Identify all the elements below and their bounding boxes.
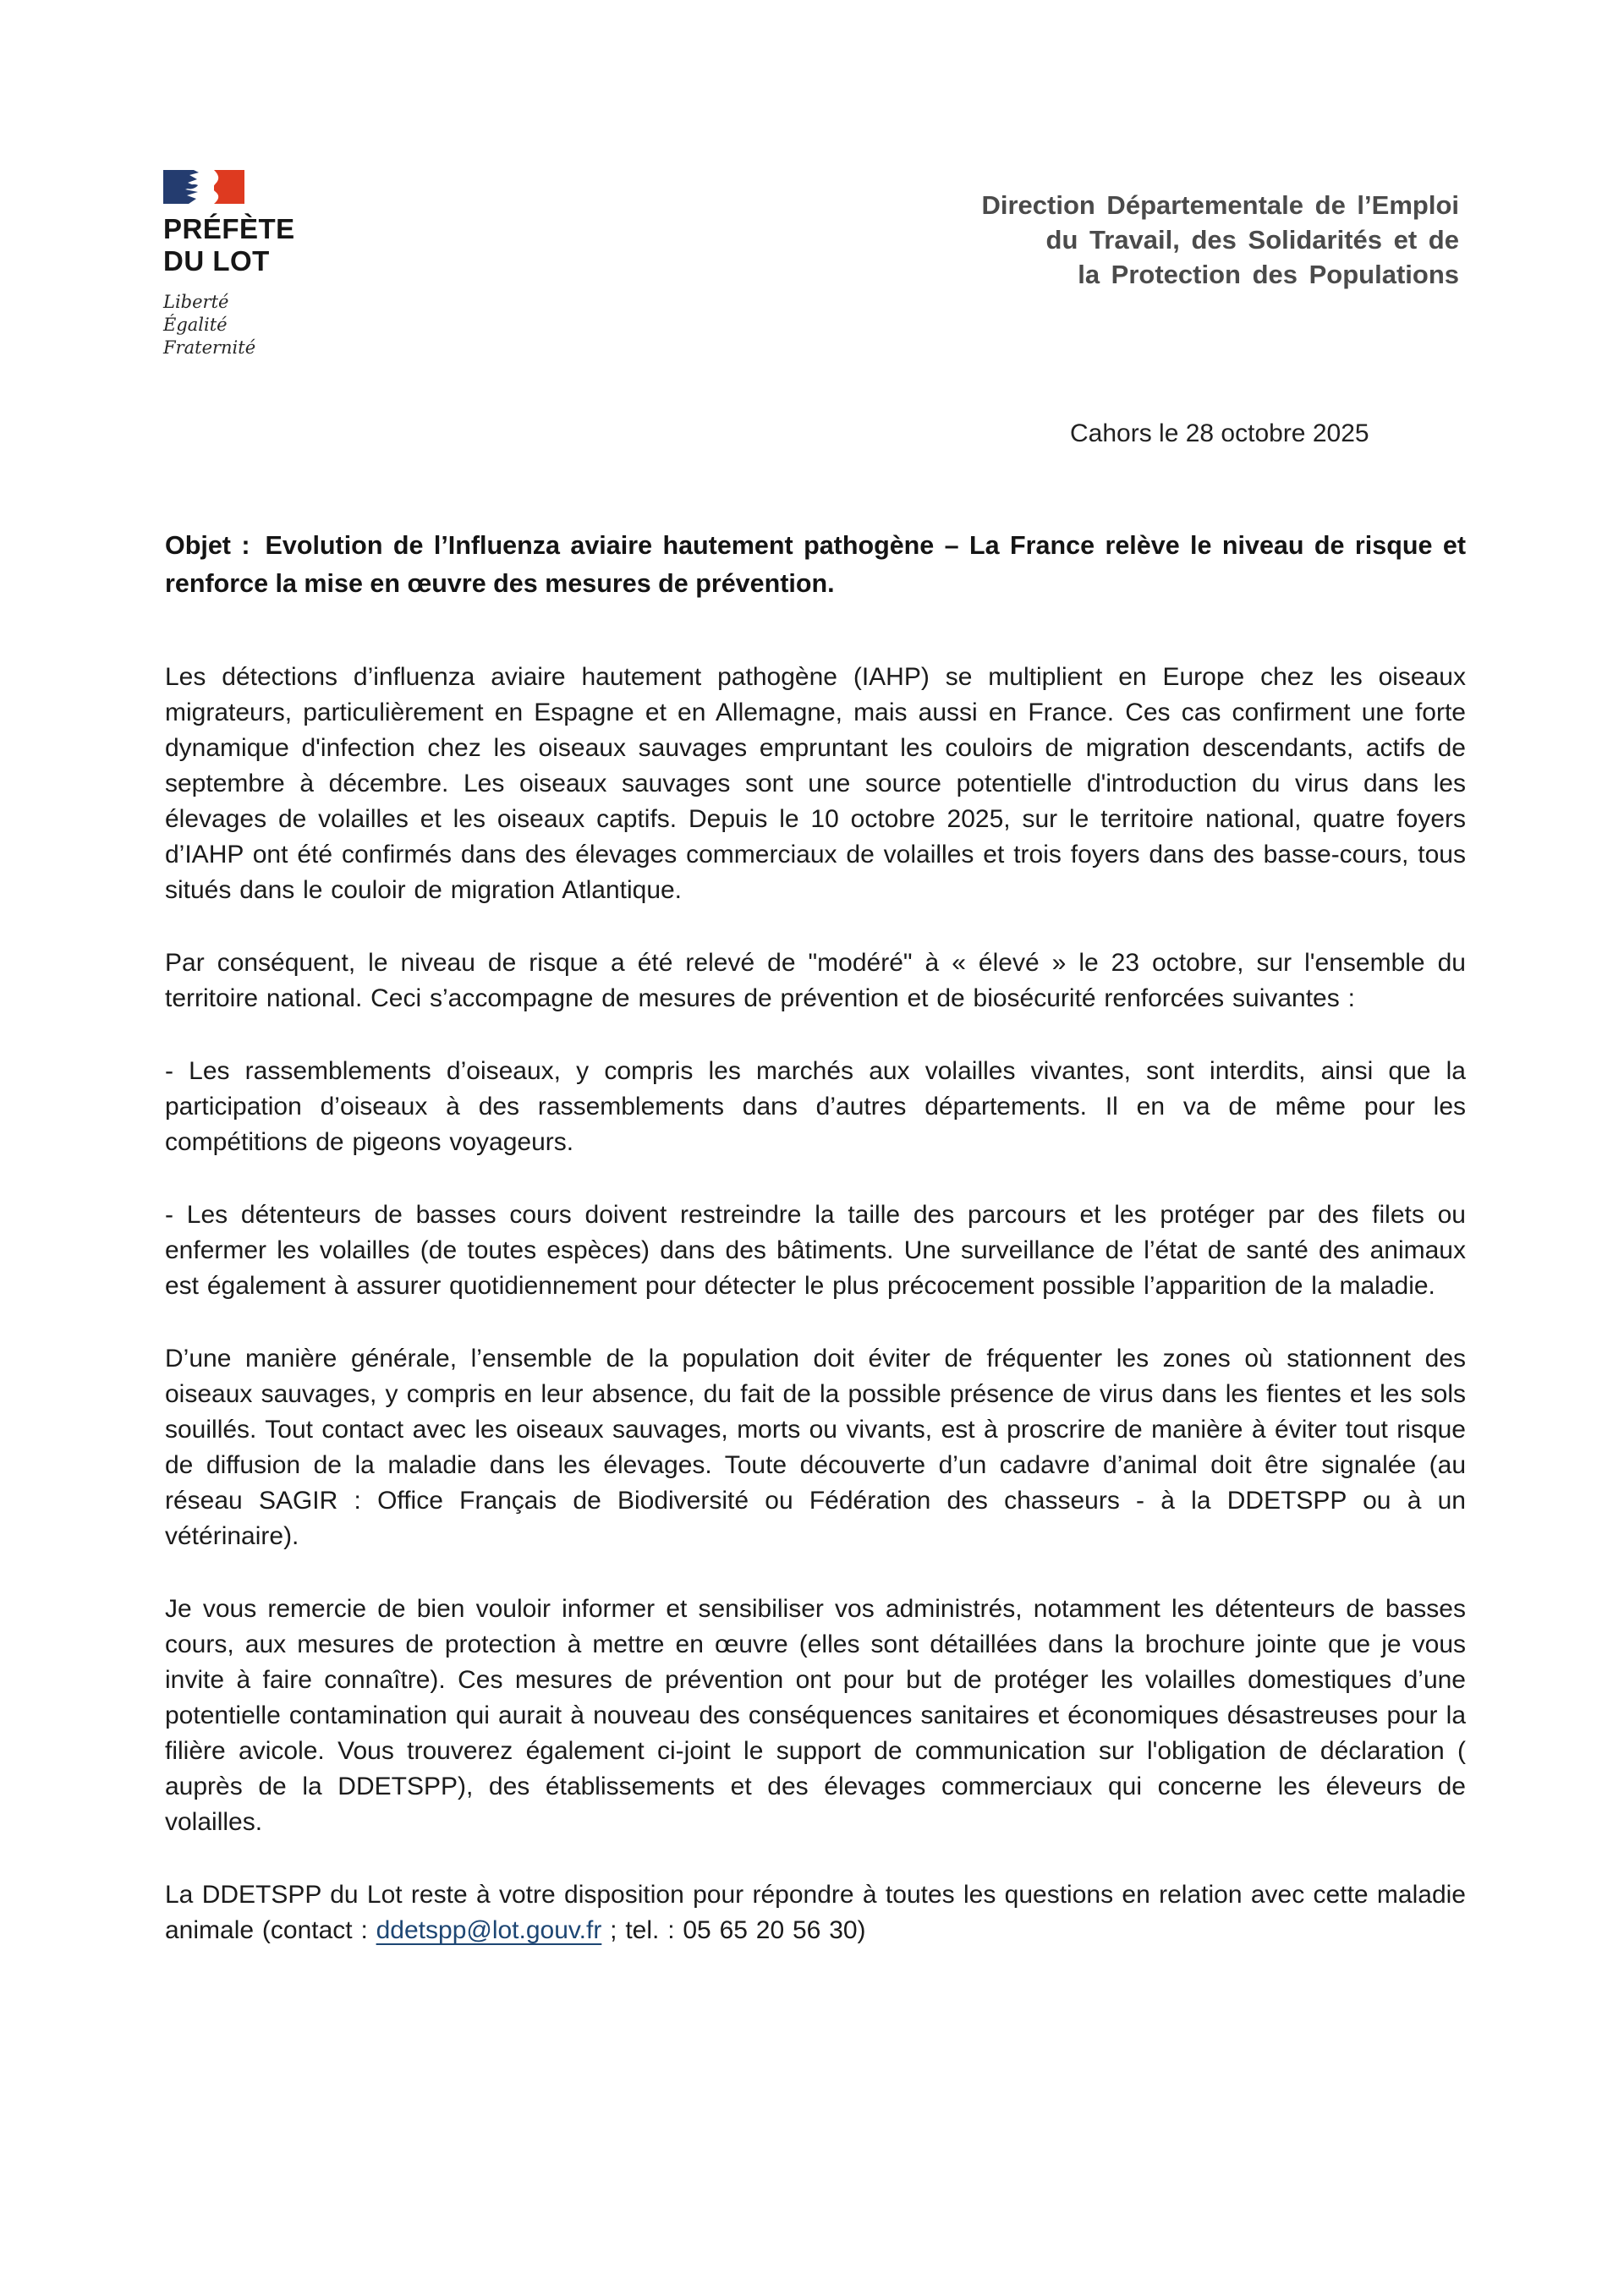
prefecture-name-line2: DU LOT xyxy=(163,245,270,277)
closing-text-after-link: ; tel. : 05 65 20 56 30) xyxy=(601,1916,866,1944)
direction-line3: la Protection des Populations xyxy=(1078,260,1459,289)
letter-body xyxy=(165,660,1466,1948)
dateline: Cahors le 28 octobre 2025 xyxy=(1070,419,1369,447)
body-paragraph-5: D’une manière générale, l’ensemble de la population doit éviter de fréquenter les zones où stationnent des oiseaux sauvages, y compris en leur absence, du fait de la possible présence de virus dans les fientes et les sols souillés. Tout contact avec les oiseaux sauvages, morts ou vivants, est à proscrire de manière à éviter tout risque de diffusion de la maladie dans les élevages. Toute découverte d’un cadavre d’animal doit être signalée (au réseau SAGIR : Office Français de Biodiversité ou Fédération des chasseurs - à la DDETSPP ou à un vétérinaire). xyxy=(165,1345,1466,1550)
contact-email-link[interactable]: ddetspp@lot.gouv.fr xyxy=(376,1916,602,1944)
subject-text: Evolution de l’Influenza aviaire hautement pathogène – La France relève le niveau de risque et renforce la mise en œuvre des mesures de prévention. xyxy=(165,531,1466,598)
body-paragraph-1: Les détections d’influenza aviaire hautement pathogène (IAHP) se multiplient en Europe chez les oiseaux migrateurs, particulièrement en Espagne et en Allemagne, mais aussi en France. Ces cas confirment une forte dynamique d'infection chez les oiseaux sauvages empruntant les couloirs de migration descendants, actifs de septembre à décembre. Les oiseaux sauvages sont une source potentielle d'introduction du virus dans les élevages de volailles et les oiseaux captifs. Depuis le 10 octobre 2025, sur le territoire national, quatre foyers d’IAHP ont été confirmés dans des élevages commerciaux de volailles et trois foyers dans des basse-cours, tous situés dans le couloir de migration Atlantique. xyxy=(165,663,1466,904)
closing-text-before-link: La DDETSPP du Lot reste à votre disposition pour répondre à toutes les questions en relation avec cette maladie animale (contact : xyxy=(165,1881,1466,1944)
direction-line2: du Travail, des Solidarités et de xyxy=(1045,225,1459,255)
motto-fraternite: Fraternité xyxy=(163,337,256,358)
prefecture-brand-block xyxy=(163,169,295,359)
motto-egalite: Égalité xyxy=(163,315,228,335)
direction-header xyxy=(981,188,1459,292)
prefecture-name xyxy=(163,213,295,277)
body-paragraph-4: - Les détenteurs de basses cours doivent restreindre la taille des parcours et les protéger par des filets ou enfermer les volailles (de toutes espèces) dans des bâtiments. Une surveillance de l’état de santé des animaux est également à assurer quotidiennement pour détecter le plus précocement possible l’apparition de la maladie. xyxy=(165,1201,1466,1300)
body-paragraph-6: Je vous remercie de bien vouloir informer et sensibiliser vos administrés, notamment les détenteurs de basses cours, aux mesures de protection à mettre en œuvre (elles sont détaillées dans la brochure jointe que je vous invite à faire connaître). Ces mesures de prévention ont pour but de protéger les volailles domestiques d’une potentielle contamination qui aurait à nouveau des conséquences sanitaires et économiques désastreuses pour la filière avicole. Vous trouverez également ci-joint le support de communication sur l'obligation de déclaration ( auprès de la DDETSPP), des établissements et des élevages commerciaux qui concerne les éleveurs de volailles. xyxy=(165,1595,1466,1836)
subject-line xyxy=(165,527,1466,603)
prefecture-name-line1: PRÉFÈTE xyxy=(163,213,295,244)
motto-liberte: Liberté xyxy=(163,292,229,312)
republic-motto xyxy=(163,291,295,359)
closing-paragraph xyxy=(165,1877,1466,1948)
subject-label: Objet : xyxy=(165,531,250,560)
french-marianne-flag-icon xyxy=(163,169,246,205)
body-paragraph-3: - Les rassemblements d’oiseaux, y compris les marchés aux volailles vivantes, sont interdits, ainsi que la participation d’oiseaux à des rassemblements dans d’autres départements. Il en va de même pour les compétitions de pigeons voyageurs. xyxy=(165,1057,1466,1156)
body-paragraph-2: Par conséquent, le niveau de risque a été relevé de "modéré" à « élevé » le 23 octobre, sur l'ensemble du territoire national. Ceci s’accompagne de mesures de prévention et de biosécurité renforcées suivantes : xyxy=(165,949,1466,1012)
direction-line1: Direction Départementale de l’Emploi xyxy=(981,190,1459,220)
